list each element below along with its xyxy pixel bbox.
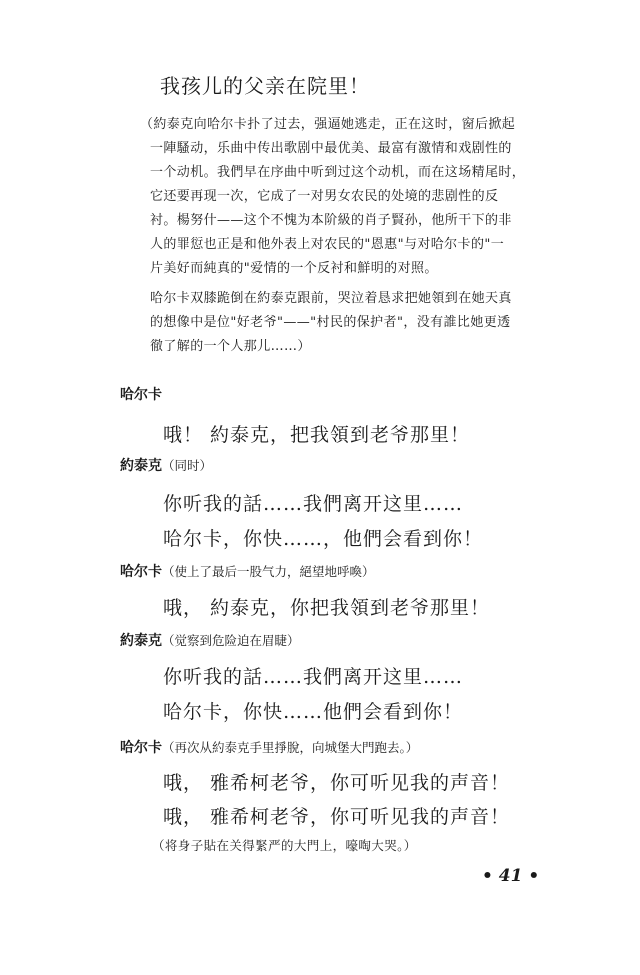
page-number: • 41 • xyxy=(482,866,540,886)
speaker-name: 哈尔卡 xyxy=(120,740,162,756)
speaker-heading xyxy=(120,737,418,757)
speaker-heading xyxy=(120,630,300,650)
speaker-heading xyxy=(120,455,212,475)
stage-note-line: 徹了解的一个人那儿……） xyxy=(150,339,311,354)
stage-note: （觉察到危险迫在眉睫） xyxy=(162,633,300,648)
dialogue-line: 你听我的話……我們离开这里…… xyxy=(163,493,464,515)
dialogue-line: 哦， 雅希柯老爷，你可听见我的声音！ xyxy=(163,806,511,828)
speaker-name: 約泰克 xyxy=(120,458,162,474)
stage-note-line: 片美好而純真的"爱情的一个反衬和鮮明的对照。 xyxy=(150,261,438,276)
dialogue-line: 哦！ 約泰克，把我領到老爷那里！ xyxy=(163,424,471,446)
stage-note-line: 它还要再现一次，它成了一对男女农民的处境的悲剧性的反 xyxy=(150,189,499,204)
stage-note-line: 一陣騷动，乐曲中传出歌剧中最优美、最富有激情和戏剧性的 xyxy=(150,141,512,156)
stage-note: （使上了最后一股气力，絕望地呼喚） xyxy=(162,564,375,579)
stage-note-line: （約泰克向哈尔卡扑了过去，强逼她逃走，正在这时，窗后掀起 xyxy=(140,117,516,132)
stage-note-line: 衬。楊努什——这个不愧为本阶級的肖子賢孙，他所干下的非 xyxy=(150,213,512,228)
speaker-name: 約泰克 xyxy=(120,633,162,649)
dialogue-line: 哈尔卡，你快……，他們会看到你！ xyxy=(163,528,484,550)
dialogue-line: 哦， 雅希柯老爷，你可听见我的声音！ xyxy=(163,772,511,794)
stage-note: （同时） xyxy=(162,458,213,473)
dialogue-line: 哈尔卡，你快……他們会看到你！ xyxy=(163,701,464,723)
dialogue-line: 你听我的話……我們离开这里…… xyxy=(163,666,464,688)
stage-note: （再次从約泰克手里掙脫，向城堡大門跑去。） xyxy=(162,740,419,755)
speaker-name: 哈尔卡 xyxy=(120,387,162,403)
stage-note-line: 一个动机。我們早在序曲中听到过这个动机，而在这场精尾时， xyxy=(150,165,526,180)
speaker-heading xyxy=(120,561,375,581)
dialogue-line: 哦， 約泰克，你把我領到老爷那里！ xyxy=(163,597,491,619)
opening-line: 我孩儿的父亲在院里！ xyxy=(160,74,370,98)
stage-note-line: 的想像中是位"好老爷"——"村民的保护者"，没有誰比她更透 xyxy=(150,315,511,330)
speaker-name: 哈尔卡 xyxy=(120,564,162,580)
closing-stage-note: （将身子貼在关得緊严的大門上，嚎啕大哭。） xyxy=(152,838,417,853)
stage-note-line: 哈尔卡双膝跪倒在約泰克跟前，哭泣着恳求把她領到在她天真 xyxy=(150,291,512,306)
stage-note-line: 人的罪愆也正是和他外表上对农民的"恩惠"与对哈尔卡的"一 xyxy=(150,237,505,252)
